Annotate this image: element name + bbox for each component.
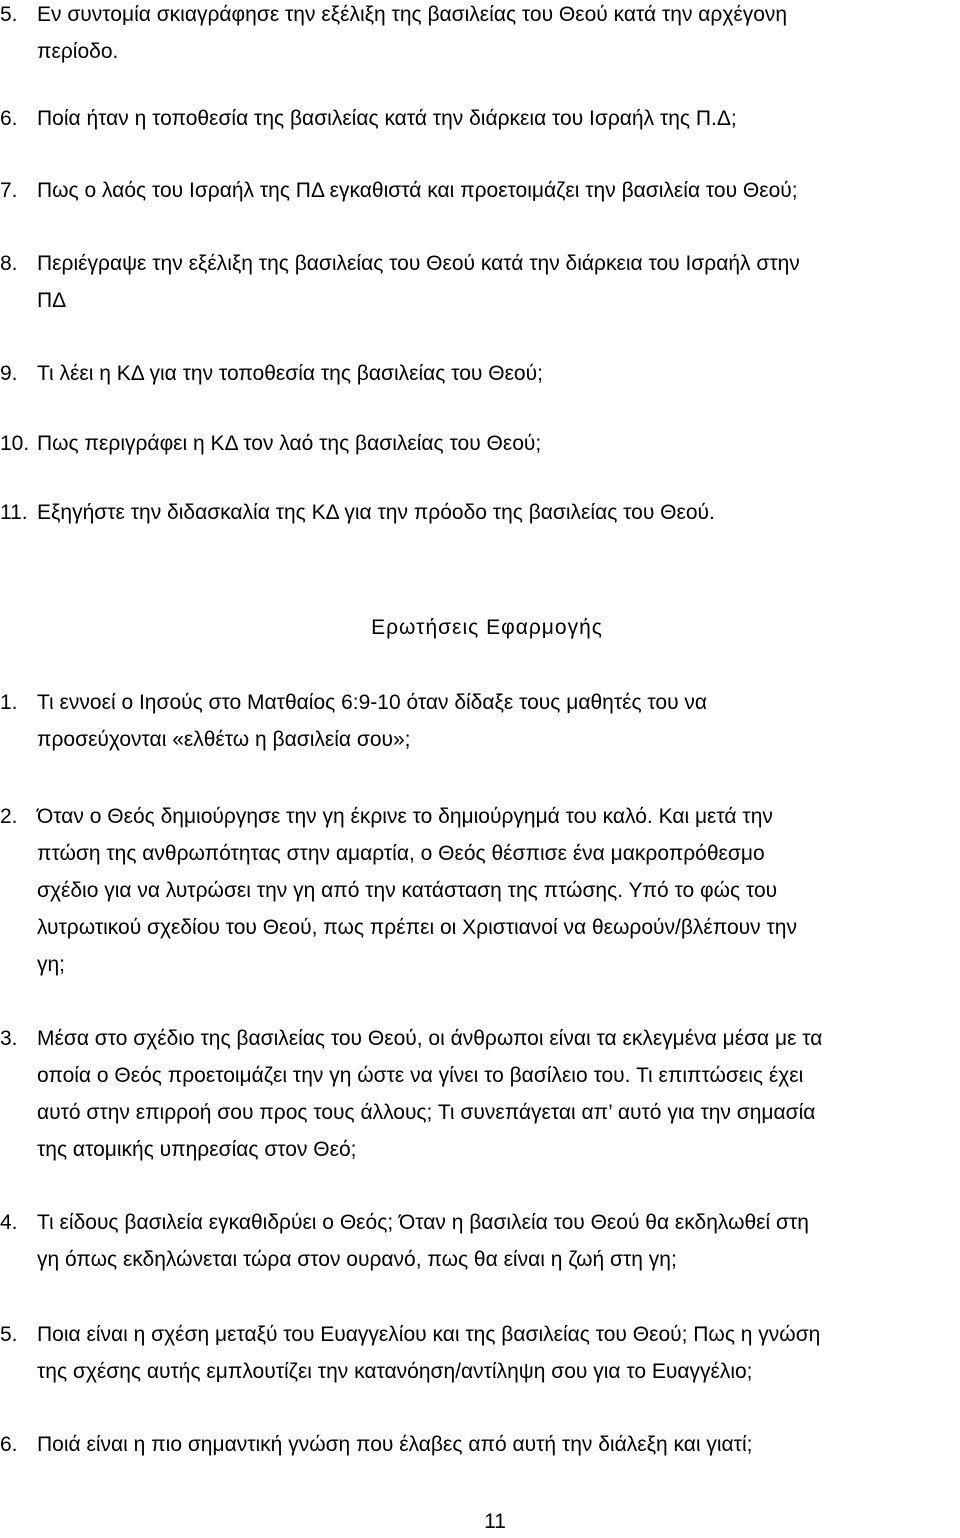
question-number: 3. xyxy=(0,1027,18,1050)
question-line: Ποία ήταν η τοποθεσία της βασιλείας κατά την διάρκεια του Ισραήλ της Π.Δ; xyxy=(37,107,737,130)
question-line: πτώση της ανθρωπότητας στην αμαρτία, ο Θεός θέσπισε ένα μακροπρόθεσμο xyxy=(37,842,765,865)
question-line: Τι λέει η ΚΔ για την τοποθεσία της βασιλείας του Θεού; xyxy=(37,362,543,385)
question-line: αυτό στην επιρροή σου προς τους άλλους; Τι συνεπάγεται απ’ αυτό για την σημασία xyxy=(37,1101,816,1124)
question-number: 5. xyxy=(0,3,18,26)
question-line: Ποια είναι η σχέση μεταξύ του Ευαγγελίου και της βασιλείας του Θεού; Πως η γνώση xyxy=(37,1323,821,1346)
question-line: Τι είδους βασιλεία εγκαθιδρύει ο Θεός; Όταν η βασιλεία του Θεού θα εκδηλωθεί στη xyxy=(37,1211,809,1234)
question-number: 6. xyxy=(0,1433,18,1456)
question-line: της σχέσης αυτής εμπλουτίζει την κατανόηση/αντίληψη σου για το Ευαγγέλιο; xyxy=(37,1360,753,1383)
question-text xyxy=(37,1204,956,1278)
question-line: Τι εννοεί ο Ιησούς στο Ματθαίος 6:9-10 όταν δίδαξε τους μαθητές του να xyxy=(37,691,708,714)
question-line: γη; xyxy=(37,953,66,976)
question-line: Πως περιγράφει η ΚΔ τον λαό της βασιλείας του Θεού; xyxy=(37,432,542,455)
question-line: Πως ο λαός του Ισραήλ της ΠΔ εγκαθιστά και προετοιμάζει την βασιλεία του Θεού; xyxy=(37,179,798,202)
question-number: 8. xyxy=(0,252,18,275)
question-line: σχέδιο για να λυτρώσει την γη από την κατάσταση της πτώσης. Υπό το φώς του xyxy=(37,879,778,902)
question-text xyxy=(37,0,956,70)
question-number: 11. xyxy=(0,501,28,524)
question-text xyxy=(37,1316,956,1390)
section-heading: Ερωτήσεις Εφαρμογής xyxy=(371,616,603,639)
question-text xyxy=(37,1020,956,1168)
question-line: περίοδο. xyxy=(37,40,119,63)
question-number: 4. xyxy=(0,1211,18,1234)
question-text xyxy=(37,245,956,319)
question-line: προσεύχονται «ελθέτω η βασιλεία σου»; xyxy=(37,728,411,751)
question-text xyxy=(37,798,956,983)
question-line: Ποιά είναι η πιο σημαντική γνώση που έλαβες από αυτή την διάλεξη και γιατί; xyxy=(37,1433,753,1456)
question-line: Εν συντομία σκιαγράφησε την εξέλιξη της βασιλείας του Θεού κατά την αρχέγονη xyxy=(37,3,788,26)
question-number: 5. xyxy=(0,1323,18,1346)
question-text xyxy=(37,172,956,209)
question-text xyxy=(37,355,956,392)
question-text xyxy=(37,425,956,462)
question-line: ΠΔ xyxy=(37,289,67,312)
question-line: λυτρωτικού σχεδίου του Θεού, πως πρέπει οι Χριστιανοί να θεωρούν/βλέπουν την xyxy=(37,916,797,939)
question-number: 9. xyxy=(0,362,18,385)
question-line: γη όπως εκδηλώνεται τώρα στον ουρανό, πως θα είναι η ζωή στη γη; xyxy=(37,1248,677,1271)
question-number: 2. xyxy=(0,805,18,828)
question-text xyxy=(37,100,956,137)
question-text xyxy=(37,494,956,531)
question-line: Εξηγήστε την διδασκαλία της ΚΔ για την πρόοδο της βασιλείας του Θεού. xyxy=(37,501,715,524)
question-line: της ατομικής υπηρεσίας στον Θεό; xyxy=(37,1138,357,1161)
question-number: 7. xyxy=(0,179,18,202)
question-number: 6. xyxy=(0,107,18,130)
question-text xyxy=(37,684,956,758)
question-number: 1. xyxy=(0,691,18,714)
question-line: Όταν ο Θεός δημιούργησε την γη έκρινε το δημιούργημά του καλό. Και μετά την xyxy=(37,805,773,828)
question-number: 10. xyxy=(0,432,30,455)
page-number: 11 xyxy=(484,1510,506,1533)
question-line: Μέσα στο σχέδιο της βασιλείας του Θεού, οι άνθρωποι είναι τα εκλεγμένα μέσα με τα xyxy=(37,1027,823,1050)
question-line: οποία ο Θεός προετοιμάζει την γη ώστε να γίνει το βασίλειο του. Τι επιπτώσεις έχει xyxy=(37,1064,804,1087)
question-line: Περιέγραψε την εξέλιξη της βασιλείας του Θεού κατά την διάρκεια του Ισραήλ στην xyxy=(37,252,800,275)
question-text xyxy=(37,1426,956,1463)
